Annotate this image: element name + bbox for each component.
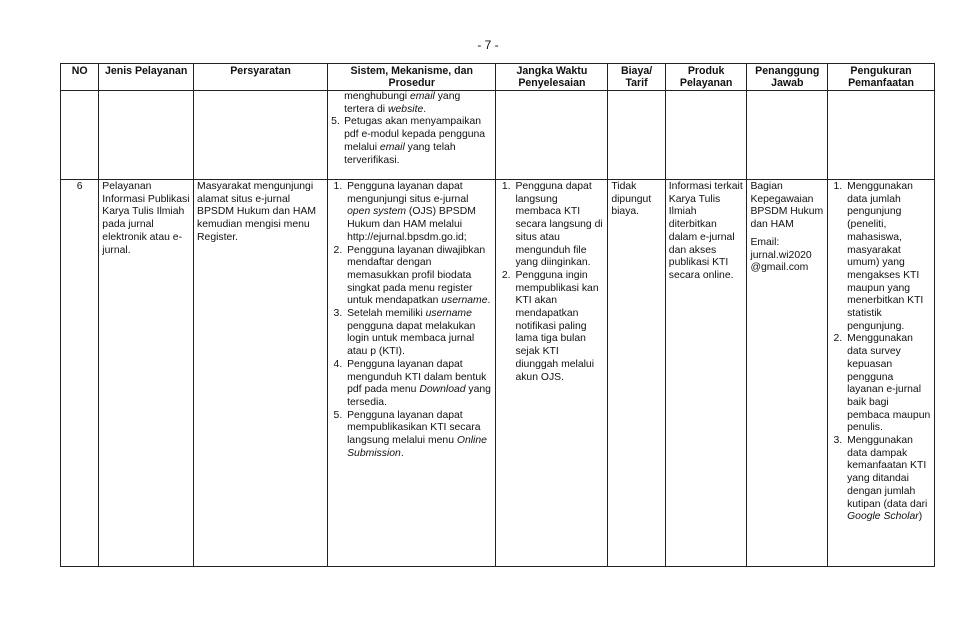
header-no: NO bbox=[61, 64, 99, 91]
row-number: 6 bbox=[61, 180, 99, 567]
cell-empty bbox=[99, 91, 194, 180]
sistem-step: 5. Pengguna layanan dapat mempublikasikan KTI secara langsung melalui menu Online Submission. bbox=[345, 410, 492, 461]
cell-empty bbox=[828, 91, 935, 180]
biaya-cell: Tidak dipungut biaya. bbox=[608, 180, 665, 567]
sistem-step: 2. Pengguna layanan diwajibkan mendaftar dengan memasukkan profil biodata singkat pada menu register untuk mendapatkan username. bbox=[345, 245, 492, 309]
sistem-step: 1. Pengguna layanan dapat mengunjungi situs e-jurnal open system (OJS) BPSDM Hukum dan HAM melalui http://ejurnal.bpsdm.go.id; bbox=[345, 181, 492, 245]
cell-empty bbox=[608, 91, 665, 180]
sistem-step: 4. Pengguna layanan dapat mengunduh KTI dalam bentuk pdf pada menu Download yang tersedia. bbox=[345, 359, 492, 410]
jangka-item: 1. Pengguna dapat langsung membaca KTI secara langsung di situs atau mengunduh file yang diinginkan. bbox=[513, 181, 604, 270]
pengukuran-item: 3. Menggunakan data dampak kemanfaatan KTI yang ditandai dengan jumlah kutipan (data dari Google Scholar) bbox=[845, 435, 931, 524]
sistem-cell bbox=[328, 180, 496, 567]
pengukuran-item: 1. Menggunakan data jumlah pengunjung (peneliti, mahasiswa, masyarakat umum) yang mengakses KTI maupun yang menerbitkan KTI statistik pengunjung. bbox=[845, 181, 931, 333]
pengukuran-cell bbox=[828, 180, 935, 567]
header-jangka: Jangka Waktu Penyelesaian bbox=[496, 64, 608, 91]
sistem-step: 3. Setelah memiliki username pengguna dapat melakukan login untuk membaca jurnal atau p (KTI). bbox=[345, 308, 492, 359]
email-address: jurnal.wi2020 @gmail.com bbox=[750, 249, 812, 274]
cell-empty bbox=[747, 91, 828, 180]
header-jenis: Jenis Pelayanan bbox=[99, 64, 194, 91]
cell-empty bbox=[194, 91, 328, 180]
persyaratan-cell: Masyarakat mengunjungi alamat situs e-jurnal BPSDM Hukum dan HAM kemudian mengisi menu Register. bbox=[194, 180, 328, 567]
header-pengukuran: Pengukuran Pemanfaatan bbox=[828, 64, 935, 91]
continued-row bbox=[61, 91, 935, 180]
header-row bbox=[61, 64, 935, 91]
header-persyaratan: Persyaratan bbox=[194, 64, 328, 91]
penanggung-cell bbox=[747, 180, 828, 567]
table-row bbox=[61, 180, 935, 567]
cell-empty bbox=[665, 91, 747, 180]
jangka-item: 2. Pengguna ingin mempublikasi kan KTI akan mendapatkan notifikasi paling lama tiga bulan sejak KTI diunggah melalui akun OJS. bbox=[513, 270, 604, 384]
page-number: - 7 - bbox=[477, 38, 499, 52]
header-penanggung: Penanggung Jawab bbox=[747, 64, 828, 91]
header-produk: Produk Pelayanan bbox=[665, 64, 747, 91]
continued-line2: tertera di website. bbox=[344, 103, 427, 115]
jangka-cell bbox=[496, 180, 608, 567]
email-label: Email: bbox=[750, 236, 780, 248]
jenis-cell: Pelayanan Informasi Publikasi Karya Tulis Ilmiah pada jurnal elektronik atau e-jurnal. bbox=[99, 180, 194, 567]
header-biaya: Biaya/ Tarif bbox=[608, 64, 665, 91]
cell-empty bbox=[496, 91, 608, 180]
continued-item5: 5. Petugas akan menyampaikan pdf e-modul kepada pengguna melalui email yang telah terverifikasi. bbox=[331, 116, 486, 166]
pengukuran-item: 2. Menggunakan data survey kepuasan pengguna layanan e-jurnal baik bagi pembaca maupun penulis. bbox=[845, 333, 931, 435]
penanggung-name: Bagian Kepegawaian BPSDM Hukum dan HAM bbox=[750, 181, 824, 231]
header-sistem: Sistem, Mekanisme, dan Prosedur bbox=[328, 64, 496, 91]
continued-line1: menghubungi email yang bbox=[344, 91, 461, 102]
continued-sistem-cell bbox=[328, 91, 496, 180]
produk-cell: Informasi terkait Karya Tulis Ilmiah diterbitkan dalam e-jurnal dan akses publikasi KTI secara online. bbox=[665, 180, 747, 567]
service-table bbox=[60, 63, 935, 567]
cell-empty bbox=[61, 91, 99, 180]
